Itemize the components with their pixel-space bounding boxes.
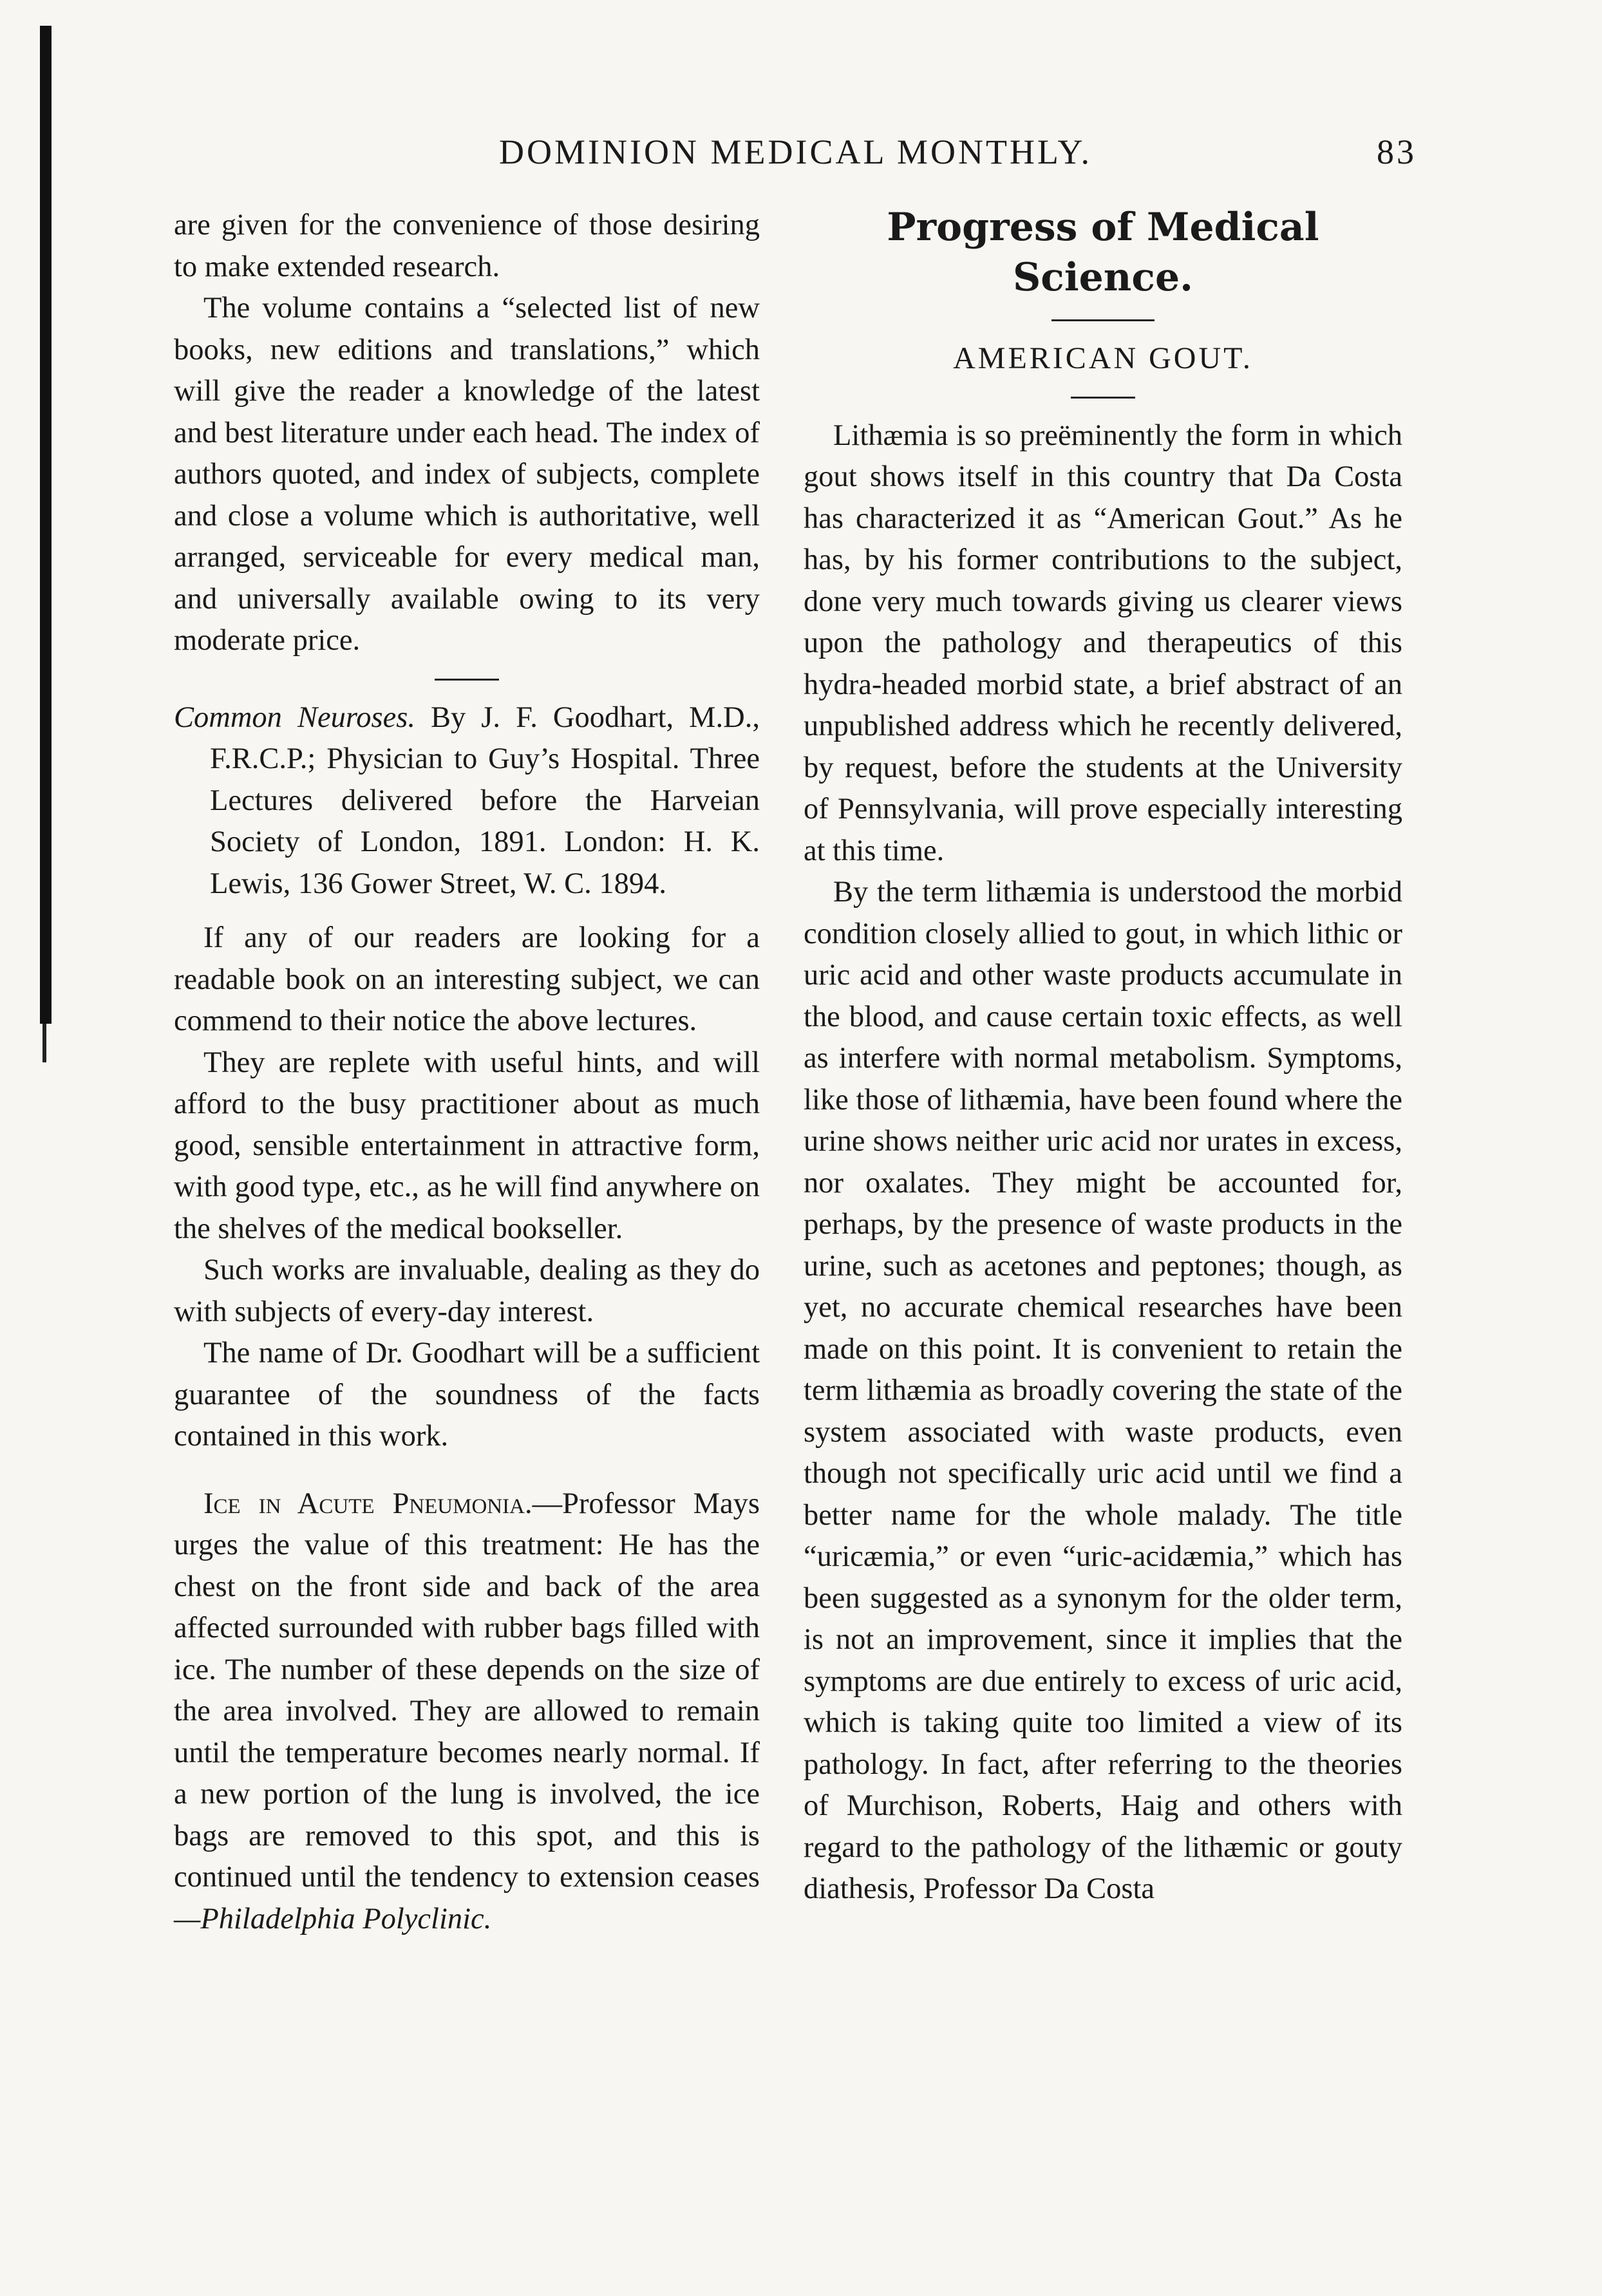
- review-paragraph: The volume contains a “selected list of new books, new editions and translations,” which will give the reader a knowledge of the latest and best literature under each head. The index of authors quoted, and index of subjects, complete and close a volume which is authoritative, well arranged, serviceable for every medical man, and universally available owing to its very moderate price.: [174, 292, 760, 657]
- note-text: —Professor Mays urges the value of this treatment: He has the chest on the front side and back of the area affected surrounded with rubber bags filled with ice. The number of these depends on the size of the area involved. They are allowed to remain until the temperature becomes nearly normal. If a new portion of the lung is involved, the ice bags are removed to this spot, and this is continued until the tendency to extension ceases: [174, 1487, 760, 1894]
- article-rule: [1071, 397, 1135, 399]
- binding-edge: [40, 26, 52, 1024]
- review-paragraph: If any of our readers are looking for a readable book on an interesting subject, we can commend to their notice the above lectures.: [174, 921, 760, 1037]
- right-column: [804, 205, 1402, 1910]
- running-head: [174, 132, 1417, 177]
- note-source: —Philadelphia Polyclinic.: [174, 1902, 492, 1935]
- note-paragraph: [174, 1483, 760, 1941]
- review-paragraph: The name of Dr. Goodhart will be a sufficient guarantee of the soundness of the facts contained in this work.: [174, 1337, 760, 1453]
- article-title: AMERICAN GOUT.: [953, 341, 1253, 375]
- continued-paragraph: are given for the convenience of those desiring to make extended research.: [174, 209, 760, 283]
- book-details: By J. F. Goodhart, M.D., F.R.C.P.; Physician to Guy’s Hospital. Three Lectures delivered before the Harveian Society of London, 1891. London: H. K. Lewis, 136 Gower Street, W. C. 1894.: [210, 701, 760, 900]
- left-column: [174, 205, 760, 1940]
- review-paragraph: They are replete with useful hints, and will afford to the busy practitioner about as much good, sensible entertainment in attractive form, with good type, etc., as he will find anywhere on the shelves of the medical bookseller.: [174, 1046, 760, 1245]
- article-paragraph: By the term lithæmia is understood the morbid condition closely allied to gout, in which lithic or uric acid and other waste products accumulate in the blood, and cause certain toxic effects, as well as interfere with normal metabolism. Symptoms, like those of lithæmia, have been found where the urine shows neither uric acid nor urates in excess, nor oxalates. They might be accounted for, perhaps, by the presence of waste products in the urine, such as acetones and peptones; though, as yet, no accurate chemical researches have been made on this point. It is convenient to retain the term lithæmia as broadly covering the state of the system associated with waste products, even though not specifically uric acid until we find a better name for the whole malady. The title “uricæmia,” or even “uric-acidæmia,” which has been suggested as a synonym for the older term, is not an improvement, since it implies that the symptoms are due entirely to excess of uric acid, which is taking quite too limited a view of its pathology. In fact, after referring to the theories of Murchison, Roberts, Haig and others with regard to the pathology of the lithæmic or gouty diathesis, Professor Da Costa: [804, 876, 1402, 1905]
- binding-edge-mark: [42, 1024, 46, 1062]
- spacer: [174, 1458, 760, 1483]
- title-rule: [1051, 319, 1154, 321]
- journal-title: DOMINION MEDICAL MONTHLY.: [499, 133, 1093, 171]
- book-citation: [174, 697, 760, 905]
- review-paragraph: Such works are invaluable, dealing as they do with subjects of every-day interest.: [174, 1254, 760, 1328]
- article-paragraph: Lithæmia is so preëminently the form in which gout shows itself in this country that Da Costa has characterized it as “American Gout.” As he has, by his former contributions to the subject, done very much towards giving us clearer views upon the pathology and therapeutics of this hydra-headed morbid state, a brief abstract of an unpublished address which he recently delivered, by request, before the students at the University of Pennsylvania, will prove especially interesting at this time.: [804, 419, 1402, 867]
- note-heading: Ice in Acute Pneumonia.: [203, 1487, 532, 1520]
- section-title: Progress of Medical Science.: [887, 205, 1319, 300]
- book-title: Common Neuroses.: [174, 701, 415, 734]
- section-rule: [435, 679, 499, 681]
- page-number: 83: [1377, 133, 1417, 171]
